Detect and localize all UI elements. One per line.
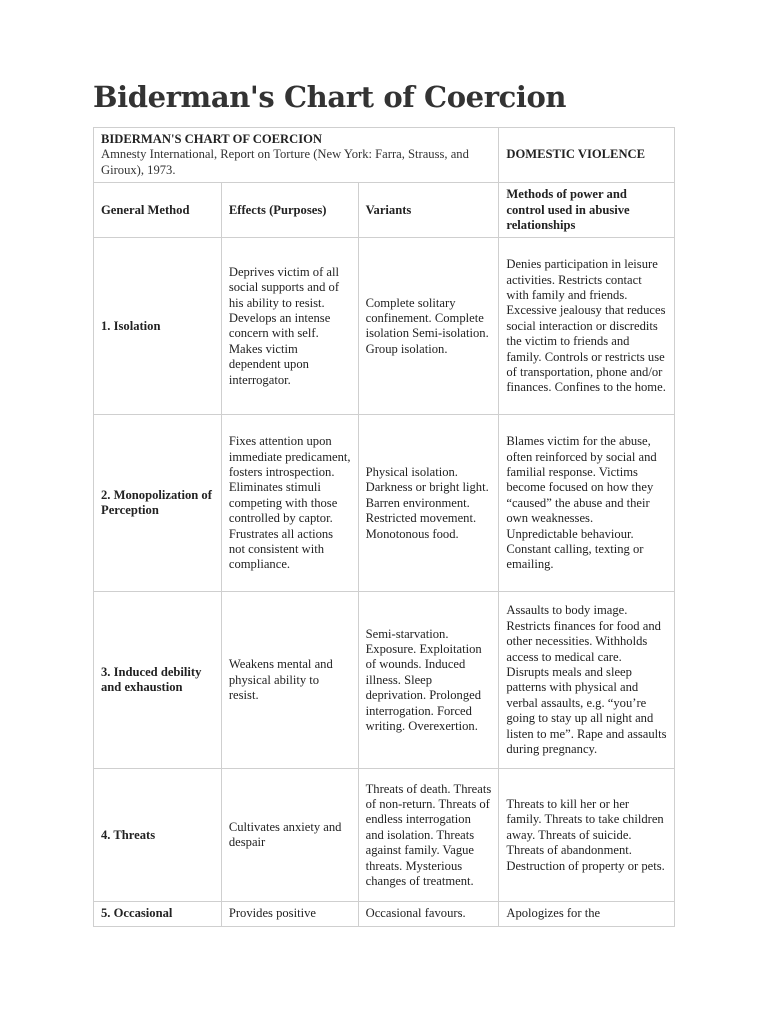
header-title: BIDERMAN'S CHART OF COERCION — [101, 132, 323, 146]
row-method: 4. Threats — [94, 769, 222, 902]
row-variants: Semi-starvation. Exposure. Exploitation of wounds. Induced illness. Sleep deprivation. Prolonged interrogation. Forced writing. Overexertion. — [358, 592, 499, 769]
row-variants: Physical isolation. Darkness or bright light. Barren environment. Restricted movement. Monotonous food. — [358, 415, 499, 592]
table-header-row — [94, 128, 675, 183]
row-variants: Threats of death. Threats of non-return. Threats of endless interrogation and isolation. Threats against family. Vague threats. Mysterious changes of treatment. — [358, 769, 499, 902]
row-effects: Fixes attention upon immediate predicament, fosters introspection. Eliminates stimuli competing with those controlled by captor. Frustrates all actions not consistent with compliance. — [221, 415, 358, 592]
header-domestic-violence: DOMESTIC VIOLENCE — [499, 128, 675, 183]
row-variants: Complete solitary confinement. Complete isolation Semi-isolation. Group isolation. — [358, 238, 499, 415]
table-row — [94, 902, 675, 927]
column-header-row — [94, 183, 675, 238]
row-dv: Apologizes for the — [499, 902, 675, 927]
row-variants: Occasional favours. — [358, 902, 499, 927]
page-title: Biderman's Chart of Coercion — [93, 80, 567, 114]
table-row — [94, 415, 675, 592]
coercion-table — [93, 127, 675, 927]
row-effects: Provides positive — [221, 902, 358, 927]
row-dv: Denies participation in leisure activities. Restricts contact with family and friends. Excessive jealousy that reduces social interaction or discredits the victim to friends and family. Controls or restricts use of transportation, phone and/or finances. Confines to the home. — [499, 238, 675, 415]
column-header-effects: Effects (Purposes) — [221, 183, 358, 238]
row-method: 1. Isolation — [94, 238, 222, 415]
row-effects: Deprives victim of all social supports and of his ability to resist. Develops an intense concern with self. Makes victim dependent upon interrogator. — [221, 238, 358, 415]
column-header-variants: Variants — [358, 183, 499, 238]
row-method: 3. Induced debility and exhaustion — [94, 592, 222, 769]
row-method: 2. Monopolization of Perception — [94, 415, 222, 592]
row-method: 5. Occasional — [94, 902, 222, 927]
row-dv: Threats to kill her or her family. Threats to take children away. Threats of suicide. Threats of abandonment. Destruction of property or pets. — [499, 769, 675, 902]
row-effects: Weakens mental and physical ability to resist. — [221, 592, 358, 769]
row-effects: Cultivates anxiety and despair — [221, 769, 358, 902]
header-source: Amnesty International, Report on Torture (New York: Farra, Strauss, and Giroux), 1973. — [101, 147, 469, 177]
column-header-dv-methods: Methods of power and control used in abusive relationships — [499, 183, 675, 238]
table-row — [94, 769, 675, 902]
table-row — [94, 238, 675, 415]
table-row — [94, 592, 675, 769]
header-source-cell — [94, 128, 499, 183]
row-dv: Assaults to body image. Restricts finances for food and other necessities. Withholds access to medical care. Disrupts meals and sleep patterns with physical and verbal assaults, e.g. “you’re going to stay up all night and listen to me”. Rape and assaults during pregnancy. — [499, 592, 675, 769]
row-dv: Blames victim for the abuse, often reinforced by social and familial response. Victims become focused on how they “caused” the abuse and their own weaknesses. Unpredictable behaviour. Constant calling, texting or emailing. — [499, 415, 675, 592]
column-header-method: General Method — [94, 183, 222, 238]
